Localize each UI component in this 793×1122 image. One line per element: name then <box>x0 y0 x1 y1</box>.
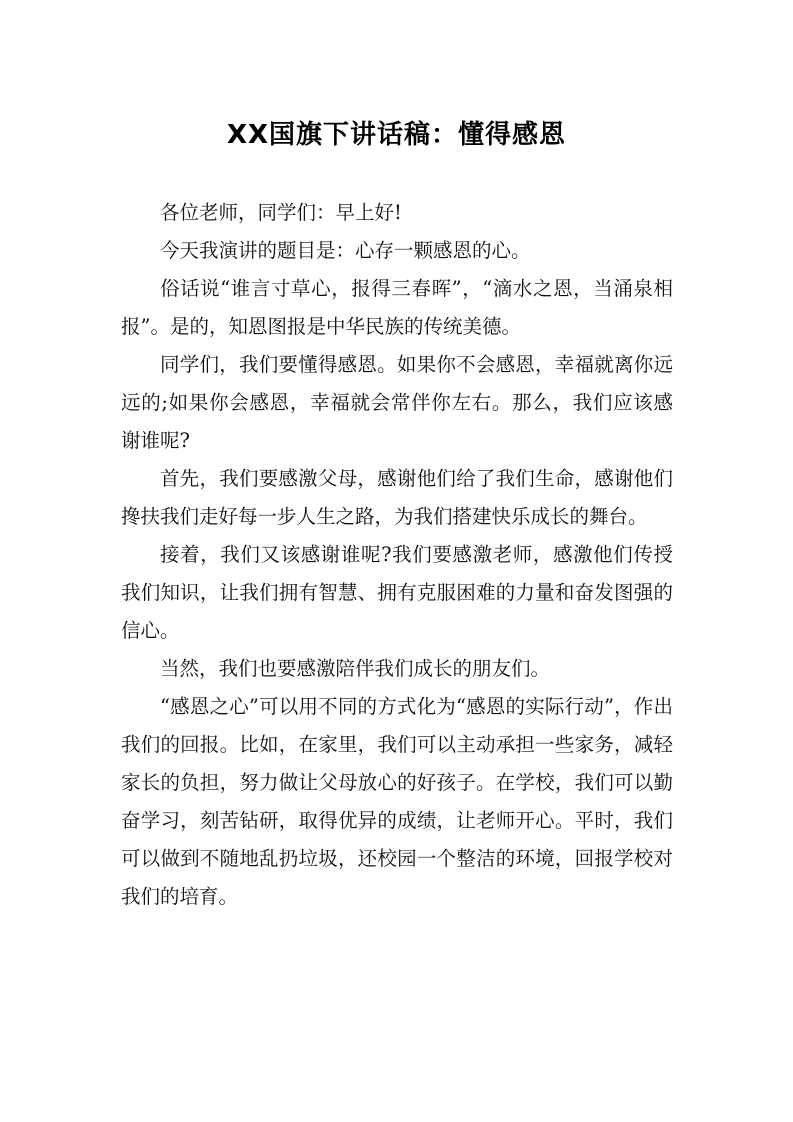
paragraph-greeting: 各位老师，同学们：早上好! <box>160 201 402 224</box>
paragraph-proverb: 俗话说“谁言寸草心，报得三春晖”，“滴水之恩，当涌泉相报”。是的，知恩图报是中华民族的传统美德。 <box>121 277 673 338</box>
document-body <box>121 194 673 916</box>
paragraph-actions: “感恩之心”可以用不同的方式化为“感恩的实际行动”，作出我们的回报。比如，在家里，我们可以主动承担一些家务，减轻家长的负担，努力做让父母放心的好孩子。在学校，我们可以勤奋学习，刻苦钻研，取得优异的成绩，让老师开心。平时，我们可以做到不随地乱扔垃圾，还校园一个整洁的环境，回报学校对我们的培育。 <box>121 695 673 908</box>
paragraph-parents: 首先，我们要感激父母，感谢他们给了我们生命，感谢他们搀扶我们走好每一步人生之路，为我们搭建快乐成长的舞台。 <box>121 467 673 528</box>
paragraph-friends: 当然，我们也要感激陪伴我们成长的朋友们。 <box>160 657 551 680</box>
paragraph-gratitude: 同学们，我们要懂得感恩。如果你不会感恩，幸福就离你远远的;如果你会感恩，幸福就会常伴你左右。那么，我们应该感谢谁呢? <box>121 353 673 452</box>
paragraph-topic: 今天我演讲的题目是：心存一颗感恩的心。 <box>160 239 531 262</box>
paragraph-teachers: 接着，我们又该感谢谁呢?我们要感激老师，感激他们传授我们知识，让我们拥有智慧、拥有克服困难的力量和奋发图强的信心。 <box>121 543 673 642</box>
document-title: XX国旗下讲话稿：懂得感恩 <box>226 120 567 151</box>
